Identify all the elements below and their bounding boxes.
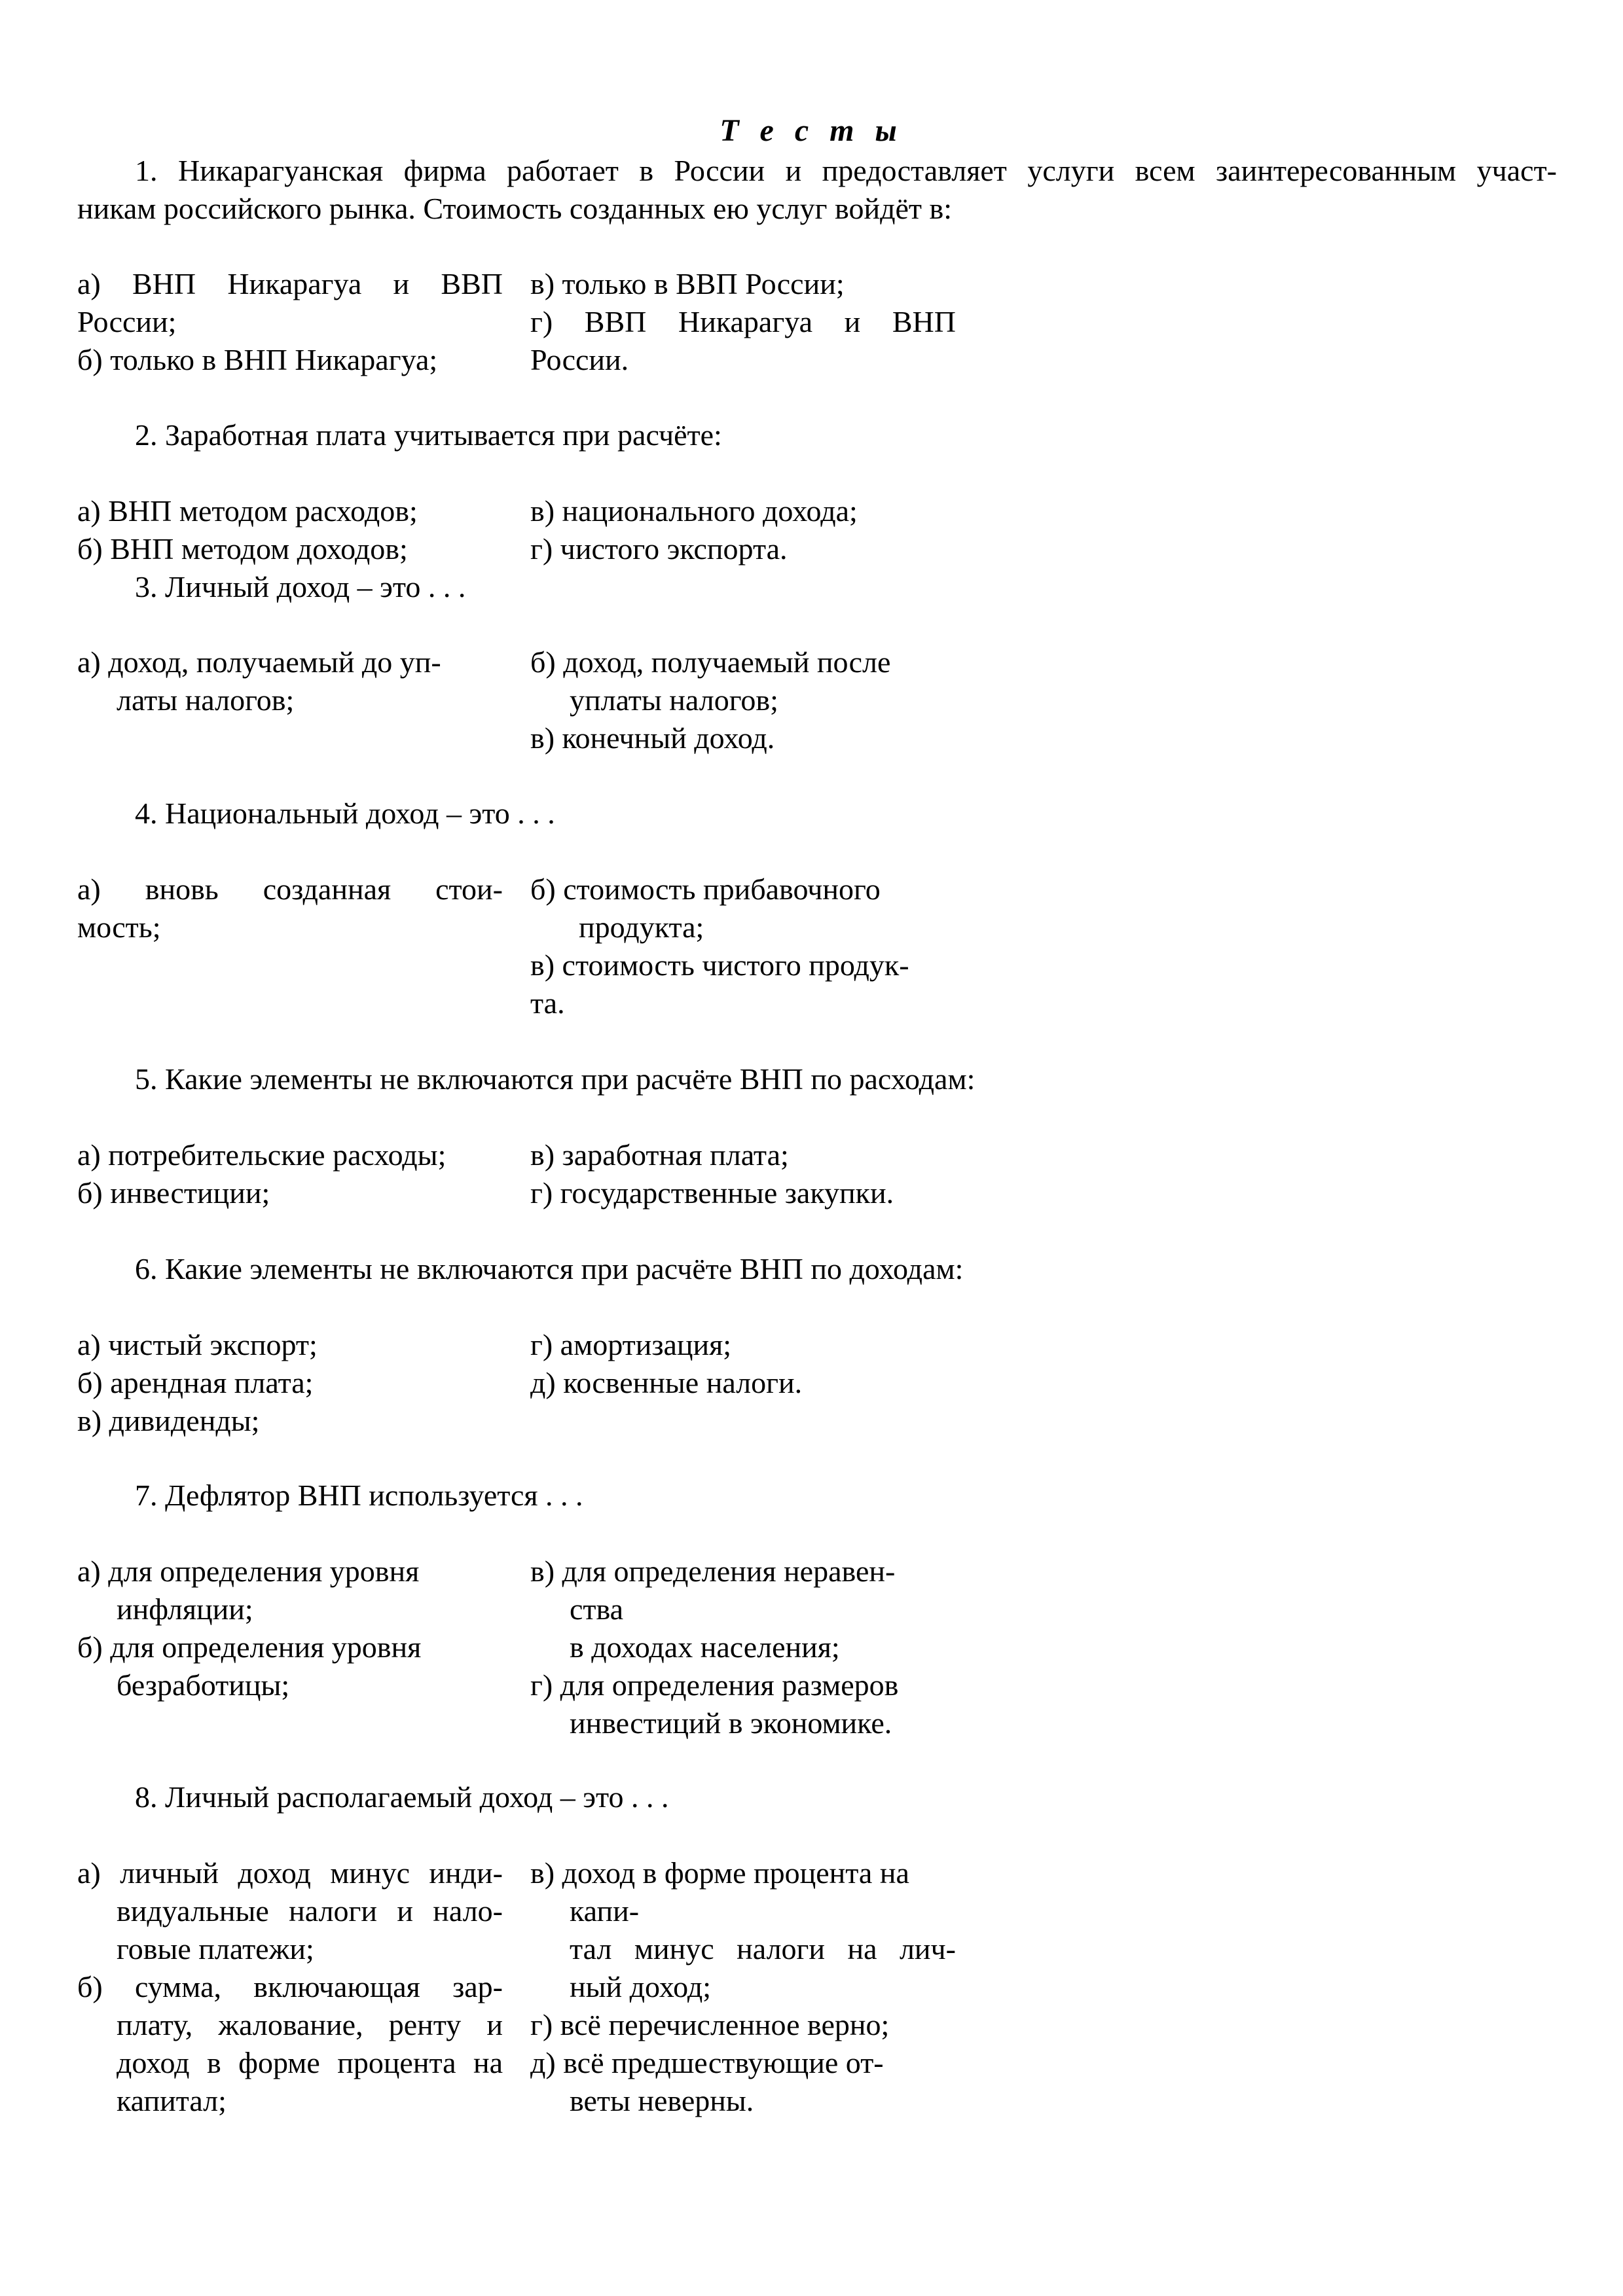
option-g: г) государственные закупки.	[530, 1176, 894, 1210]
option-a-line-2: России;	[77, 305, 177, 338]
option-a-line-1: а) вновь созданная стои-	[77, 872, 503, 906]
option-a: а) ВНП методом расходов;	[77, 494, 418, 528]
option-a-line-3: говые платежи;	[117, 1932, 314, 1965]
option-g: г) чистого экспорта.	[530, 532, 788, 565]
question-2-options-right	[530, 492, 956, 568]
question-7-options-left	[77, 1552, 503, 1704]
question-5: 5. Какие элементы не включаются при расчёте ВНП по расходам:	[135, 1062, 976, 1096]
option-b-line-1: б) доход, получаемый после	[530, 645, 891, 679]
option-a-line-1: а) для определения уровня	[77, 1554, 420, 1588]
option-a-line-1: а) личный доход минус инди-	[77, 1856, 503, 1890]
option-a: а) чистый экспорт;	[77, 1328, 318, 1361]
option-v-line-2: ства	[570, 1592, 624, 1626]
question-8-options-right	[530, 1854, 956, 2120]
option-v: в) дивиденды;	[77, 1404, 260, 1437]
option-b-line-1: б) стоимость прибавочного	[530, 872, 881, 906]
option-b-line-2: безработицы;	[117, 1668, 290, 1702]
question-7-options-right	[530, 1552, 956, 1742]
option-b-line-3: доход в форме процента на	[117, 2046, 503, 2079]
question-7: 7. Дефлятор ВНП используется . . .	[135, 1479, 583, 1512]
option-a-line-2: инфляции;	[117, 1592, 253, 1626]
option-a-line-2: латы налогов;	[117, 683, 295, 717]
option-d-line-1: д) всё предшествующие от-	[530, 2046, 884, 2079]
option-a-line-2: видуальные налоги и нало-	[117, 1894, 503, 1928]
option-v-line-1: в) доход в форме процента на	[530, 1856, 909, 1890]
option-v-line-2: та.	[530, 986, 565, 1020]
question-8-options-left	[77, 1854, 503, 2120]
option-a-line-2: мость;	[77, 910, 161, 944]
question-4-options-right	[530, 870, 956, 1022]
option-g-line-2: инвестиций в экономике.	[570, 1706, 892, 1740]
option-a: а) потребительские расходы;	[77, 1138, 447, 1172]
option-a-line-1: а) ВНП Никарагуа и ВВП	[77, 267, 503, 300]
option-g-line-2: России.	[530, 343, 629, 376]
question-3: 3. Личный доход – это . . .	[135, 570, 466, 603]
option-b: б) арендная плата;	[77, 1366, 314, 1399]
question-6-options-right	[530, 1326, 956, 1402]
question-1-line-2: никам российского рынка. Стоимость созданных ею услуг войдёт в:	[77, 192, 952, 225]
option-b: б) инвестиции;	[77, 1176, 270, 1210]
option-v: в) заработная плата;	[530, 1138, 789, 1172]
question-3-options-right	[530, 643, 956, 757]
question-1-options-left	[77, 265, 503, 379]
question-1-line-1: 1. Никарагуанская фирма работает в России и предоставляет услуги всем заинтересованным участ-	[135, 154, 1557, 187]
question-2: 2. Заработная плата учитывается при расчёте:	[135, 418, 722, 452]
option-v: в) конечный доход.	[530, 721, 775, 755]
question-1	[77, 152, 1557, 228]
option-v-line-4: ный доход;	[570, 1970, 712, 2003]
option-b-line-2: плату, жалование, ренту и	[117, 2008, 503, 2041]
option-g: г) всё перечисленное верно;	[530, 2008, 890, 2041]
option-g-line-1: г) ВВП Никарагуа и ВНП	[530, 305, 956, 338]
question-2-options-left	[77, 492, 503, 568]
option-d-line-2: веты неверны.	[570, 2084, 754, 2117]
option-d: д) косвенные налоги.	[530, 1366, 803, 1399]
question-4-options-left	[77, 870, 503, 946]
question-4: 4. Национальный доход – это . . .	[135, 797, 555, 830]
option-v-line-3: тал минус налоги на лич-	[570, 1932, 956, 1965]
option-b: б) только в ВНП Никарагуа;	[77, 343, 438, 376]
option-b: б) ВНП методом доходов;	[77, 532, 408, 565]
question-5-options-right	[530, 1136, 956, 1212]
question-8: 8. Личный располагаемый доход – это . . .	[135, 1780, 669, 1814]
page-title: Т е с т ы	[720, 113, 903, 148]
option-g: г) амортизация;	[530, 1328, 732, 1361]
option-b-line-2: уплаты налогов;	[570, 683, 778, 717]
question-3-options-left	[77, 643, 503, 719]
option-v-line-1: в) стоимость чистого продук-	[530, 948, 909, 982]
question-6-options-left	[77, 1326, 503, 1440]
option-v-line-1: в) для определения неравен-	[530, 1554, 896, 1588]
question-5-options-left	[77, 1136, 503, 1212]
option-g-line-1: г) для определения размеров	[530, 1668, 899, 1702]
option-b-line-1: б) сумма, включающая зар-	[77, 1970, 503, 2003]
option-b-line-4: капитал;	[117, 2084, 227, 2117]
option-b-line-2: продукта;	[579, 910, 704, 944]
option-v: в) национального дохода;	[530, 494, 858, 528]
question-6: 6. Какие элементы не включаются при расчёте ВНП по доходам:	[135, 1252, 964, 1285]
option-v-line-3: в доходах населения;	[570, 1630, 840, 1664]
option-v: в) только в ВВП России;	[530, 267, 845, 300]
option-a-line-1: а) доход, получаемый до уп-	[77, 645, 441, 679]
option-b-line-1: б) для определения уровня	[77, 1630, 422, 1664]
question-1-options-right	[530, 265, 956, 379]
option-v-line-2: капи-	[570, 1894, 640, 1928]
